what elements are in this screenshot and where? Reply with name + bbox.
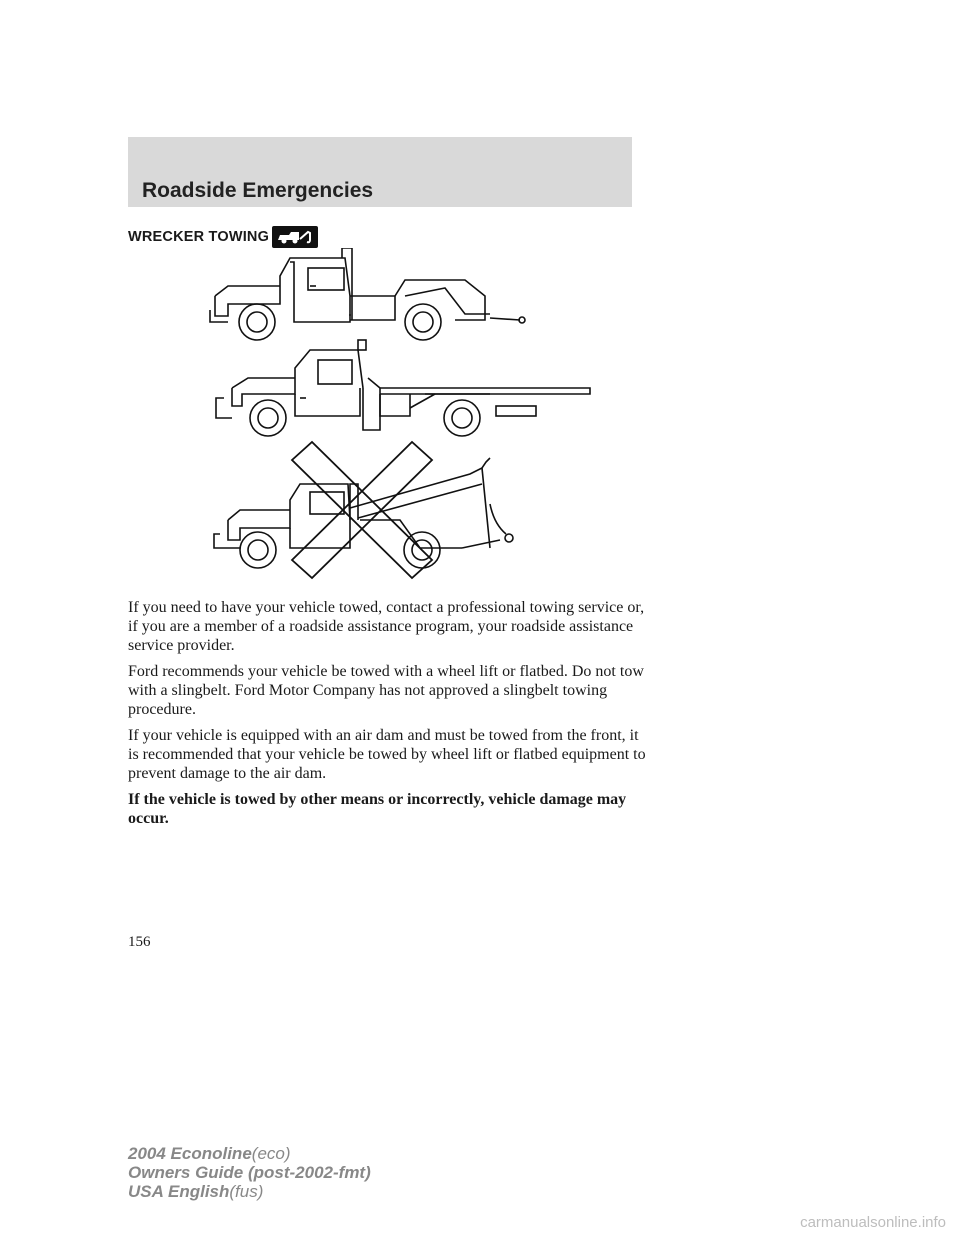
footer-language: USA English xyxy=(128,1182,230,1201)
not-recommended-cross-mark xyxy=(292,442,432,578)
footer-line-1 xyxy=(128,1144,371,1163)
towing-illustrations xyxy=(200,248,600,588)
header-band xyxy=(128,137,632,207)
section-heading xyxy=(128,226,318,248)
section-heading-text: WRECKER TOWING xyxy=(128,229,270,245)
flatbed-truck-figure xyxy=(216,340,590,436)
paragraph-air-dam: If your vehicle is equipped with an air dam and must be towed from the front, it is recommended that your vehicle be towed by wheel lift or flatbed equipment to prevent damage to the air dam. xyxy=(128,727,646,782)
watermark: carmanualsonline.info xyxy=(800,1214,946,1231)
footer-line-3 xyxy=(128,1182,371,1201)
footer-language-code: (fus) xyxy=(229,1182,264,1201)
body-text xyxy=(128,598,648,835)
footer-model-code: (eco) xyxy=(251,1144,291,1163)
footer-model: 2004 Econoline xyxy=(128,1144,252,1163)
wheel-lift-truck-figure xyxy=(210,248,525,340)
paragraph-contact-towing: If you need to have your vehicle towed, contact a professional towing service or, if you are a member of a roadside assistance program, your roadside assistance service provider. xyxy=(128,599,645,654)
paragraph-ford-recommends: Ford recommends your vehicle be towed with a wheel lift or flatbed. Do not tow with a slingbelt. Ford Motor Company has not approved a slingbelt towing procedure. xyxy=(128,663,644,718)
footer-line-2: Owners Guide (post-2002-fmt) xyxy=(128,1163,371,1182)
tow-truck-icon xyxy=(272,226,318,248)
footer xyxy=(128,1144,371,1201)
page-number: 156 xyxy=(128,934,151,950)
slingbelt-truck-figure xyxy=(214,458,513,568)
paragraph-warning: If the vehicle is towed by other means or incorrectly, vehicle damage may occur. xyxy=(128,791,627,827)
page-title: Roadside Emergencies xyxy=(142,179,374,202)
